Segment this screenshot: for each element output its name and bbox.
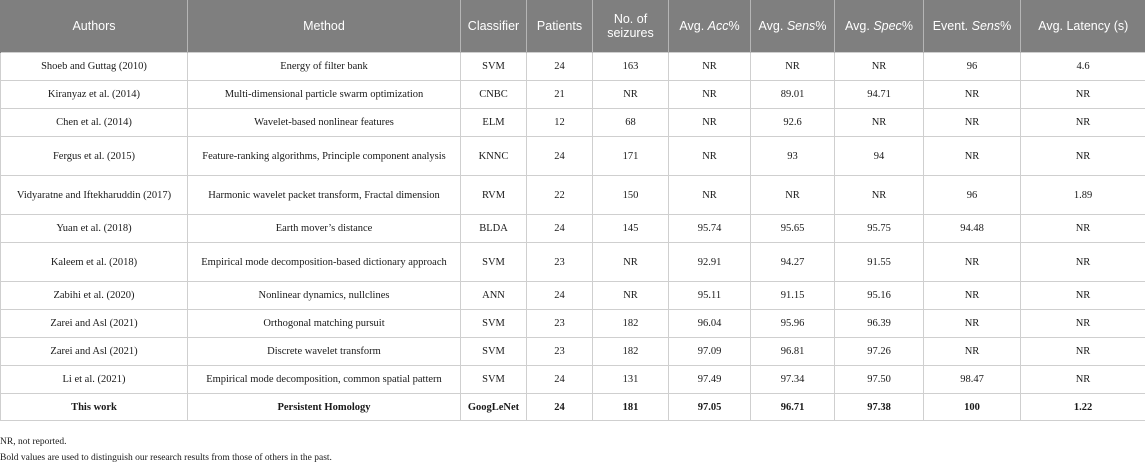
table-row (1, 109, 1145, 137)
metric-name: Acc (708, 19, 729, 33)
table-cell: NR (751, 53, 835, 81)
footnote-bold: Bold values are used to distinguish our research results from those of others in the past. (0, 450, 332, 466)
table-cell: NR (835, 53, 924, 81)
table-cell: NR (669, 109, 751, 137)
table-cell: 23 (527, 338, 593, 366)
table-cell: Yuan et al. (2018) (1, 215, 188, 243)
table-cell: 96 (924, 176, 1021, 215)
table-cell: 94.71 (835, 81, 924, 109)
table-cell: Earth mover’s distance (188, 215, 461, 243)
table-cell: 96.04 (669, 310, 751, 338)
table-cell: SVM (461, 338, 527, 366)
table-cell: 92.91 (669, 243, 751, 282)
table-cell: Feature-ranking algorithms, Principle component analysis (188, 137, 461, 176)
table-cell: ELM (461, 109, 527, 137)
header-spec: Avg. Spec% (835, 0, 924, 53)
table-cell: GoogLeNet (461, 394, 527, 421)
table-cell: NR (1021, 338, 1145, 366)
table-cell: NR (1021, 81, 1145, 109)
table-cell: 97.38 (835, 394, 924, 421)
table-cell: Zarei and Asl (2021) (1, 310, 188, 338)
table-cell: 24 (527, 282, 593, 310)
table-cell: Kaleem et al. (2018) (1, 243, 188, 282)
table-cell: 95.75 (835, 215, 924, 243)
table-cell: Zabihi et al. (2020) (1, 282, 188, 310)
table-cell: NR (1021, 137, 1145, 176)
table-cell: 96.81 (751, 338, 835, 366)
table-cell: BLDA (461, 215, 527, 243)
table-cell: 97.09 (669, 338, 751, 366)
table-cell: 94 (835, 137, 924, 176)
table-cell: Discrete wavelet transform (188, 338, 461, 366)
table-cell: 97.34 (751, 366, 835, 394)
table-cell: NR (669, 81, 751, 109)
table-cell: Chen et al. (2014) (1, 109, 188, 137)
table-cell: 91.55 (835, 243, 924, 282)
table-cell: SVM (461, 310, 527, 338)
table-cell: NR (593, 81, 669, 109)
table-cell: 181 (593, 394, 669, 421)
table-cell: 4.6 (1021, 53, 1145, 81)
table-row (1, 81, 1145, 109)
table-cell: NR (924, 310, 1021, 338)
table-cell: NR (1021, 282, 1145, 310)
footnote-nr: NR, not reported. (0, 434, 332, 450)
table-cell: Vidyaratne and Iftekharuddin (2017) (1, 176, 188, 215)
table-row (1, 310, 1145, 338)
table-cell: 91.15 (751, 282, 835, 310)
table-cell: This work (1, 394, 188, 421)
table-cell: 23 (527, 310, 593, 338)
table-cell: Shoeb and Guttag (2010) (1, 53, 188, 81)
table-footnotes (0, 434, 332, 466)
table-row (1, 137, 1145, 176)
table-cell: Fergus et al. (2015) (1, 137, 188, 176)
table-row (1, 338, 1145, 366)
table-cell: NR (924, 81, 1021, 109)
table-cell: 182 (593, 310, 669, 338)
table-cell: Empirical mode decomposition, common spatial pattern (188, 366, 461, 394)
table-cell: 171 (593, 137, 669, 176)
header-authors: Authors (1, 0, 188, 53)
header-seizures: No. of seizures (593, 0, 669, 53)
header-sens: Avg. Sens% (751, 0, 835, 53)
table-cell: Wavelet-based nonlinear features (188, 109, 461, 137)
metric-name: Spec (873, 19, 902, 33)
table-cell: 68 (593, 109, 669, 137)
table-cell: 97.50 (835, 366, 924, 394)
table-cell: CNBC (461, 81, 527, 109)
table-cell: NR (1021, 366, 1145, 394)
table-cell: 150 (593, 176, 669, 215)
header-latency: Avg. Latency (s) (1021, 0, 1145, 53)
table-cell: 23 (527, 243, 593, 282)
table-cell: 100 (924, 394, 1021, 421)
table-row (1, 176, 1145, 215)
table-cell: 92.6 (751, 109, 835, 137)
header-classifier: Classifier (461, 0, 527, 53)
table-cell: 93 (751, 137, 835, 176)
table-cell: 95.16 (835, 282, 924, 310)
header-patients: Patients (527, 0, 593, 53)
table-cell: 145 (593, 215, 669, 243)
table-row (1, 243, 1145, 282)
table-cell: 12 (527, 109, 593, 137)
table-row (1, 394, 1145, 421)
table-cell: Empirical mode decomposition-based dictionary approach (188, 243, 461, 282)
table-cell: 24 (527, 366, 593, 394)
table-cell: NR (924, 243, 1021, 282)
table-cell: NR (593, 243, 669, 282)
table-cell: NR (751, 176, 835, 215)
table-row (1, 215, 1145, 243)
table-cell: NR (1021, 310, 1145, 338)
table-cell: 94.27 (751, 243, 835, 282)
table-row (1, 366, 1145, 394)
table-cell: NR (1021, 243, 1145, 282)
table-header (1, 0, 1145, 53)
table-cell: SVM (461, 243, 527, 282)
table-cell: Li et al. (2021) (1, 366, 188, 394)
table-cell: 97.05 (669, 394, 751, 421)
table-cell: NR (669, 53, 751, 81)
table-cell: NR (593, 282, 669, 310)
table-cell: 24 (527, 53, 593, 81)
table-cell: 97.26 (835, 338, 924, 366)
table-cell: Energy of filter bank (188, 53, 461, 81)
table-cell: 96 (924, 53, 1021, 81)
table-cell: 97.49 (669, 366, 751, 394)
table-cell: NR (924, 137, 1021, 176)
table-cell: 24 (527, 215, 593, 243)
table-cell: NR (669, 176, 751, 215)
header-acc: Avg. Acc% (669, 0, 751, 53)
table-cell: 98.47 (924, 366, 1021, 394)
header-event-sens: Event. Sens% (924, 0, 1021, 53)
table-cell: RVM (461, 176, 527, 215)
table-cell: 22 (527, 176, 593, 215)
table-cell: NR (924, 109, 1021, 137)
table-cell: NR (924, 282, 1021, 310)
metric-name: Sens (972, 19, 1001, 33)
table-cell: 24 (527, 394, 593, 421)
table-cell: 131 (593, 366, 669, 394)
table-cell: 95.65 (751, 215, 835, 243)
table-cell: SVM (461, 53, 527, 81)
table-cell: 96.39 (835, 310, 924, 338)
table-cell: KNNC (461, 137, 527, 176)
table-cell: SVM (461, 366, 527, 394)
table-cell: 96.71 (751, 394, 835, 421)
table-cell: NR (1021, 109, 1145, 137)
table-body (1, 53, 1145, 421)
table-cell: 1.89 (1021, 176, 1145, 215)
table-cell: Harmonic wavelet packet transform, Fractal dimension (188, 176, 461, 215)
table-cell: Multi-dimensional particle swarm optimization (188, 81, 461, 109)
table-cell: NR (924, 338, 1021, 366)
table-cell: Zarei and Asl (2021) (1, 338, 188, 366)
table-cell: NR (669, 137, 751, 176)
table-cell: 89.01 (751, 81, 835, 109)
table-cell: 95.96 (751, 310, 835, 338)
table-row (1, 282, 1145, 310)
table-cell: 95.74 (669, 215, 751, 243)
table-cell: Persistent Homology (188, 394, 461, 421)
header-method: Method (188, 0, 461, 53)
table-cell: 182 (593, 338, 669, 366)
table-cell: Orthogonal matching pursuit (188, 310, 461, 338)
table-cell: 1.22 (1021, 394, 1145, 421)
table-cell: 163 (593, 53, 669, 81)
table-row (1, 53, 1145, 81)
table-cell: 95.11 (669, 282, 751, 310)
table-cell: NR (835, 109, 924, 137)
table-cell: NR (1021, 215, 1145, 243)
table-cell: NR (835, 176, 924, 215)
table-cell: 24 (527, 137, 593, 176)
table-cell: 21 (527, 81, 593, 109)
table-cell: 94.48 (924, 215, 1021, 243)
table-cell: Kiranyaz et al. (2014) (1, 81, 188, 109)
table-cell: Nonlinear dynamics, nullclines (188, 282, 461, 310)
table-cell: ANN (461, 282, 527, 310)
metric-name: Sens (787, 19, 816, 33)
